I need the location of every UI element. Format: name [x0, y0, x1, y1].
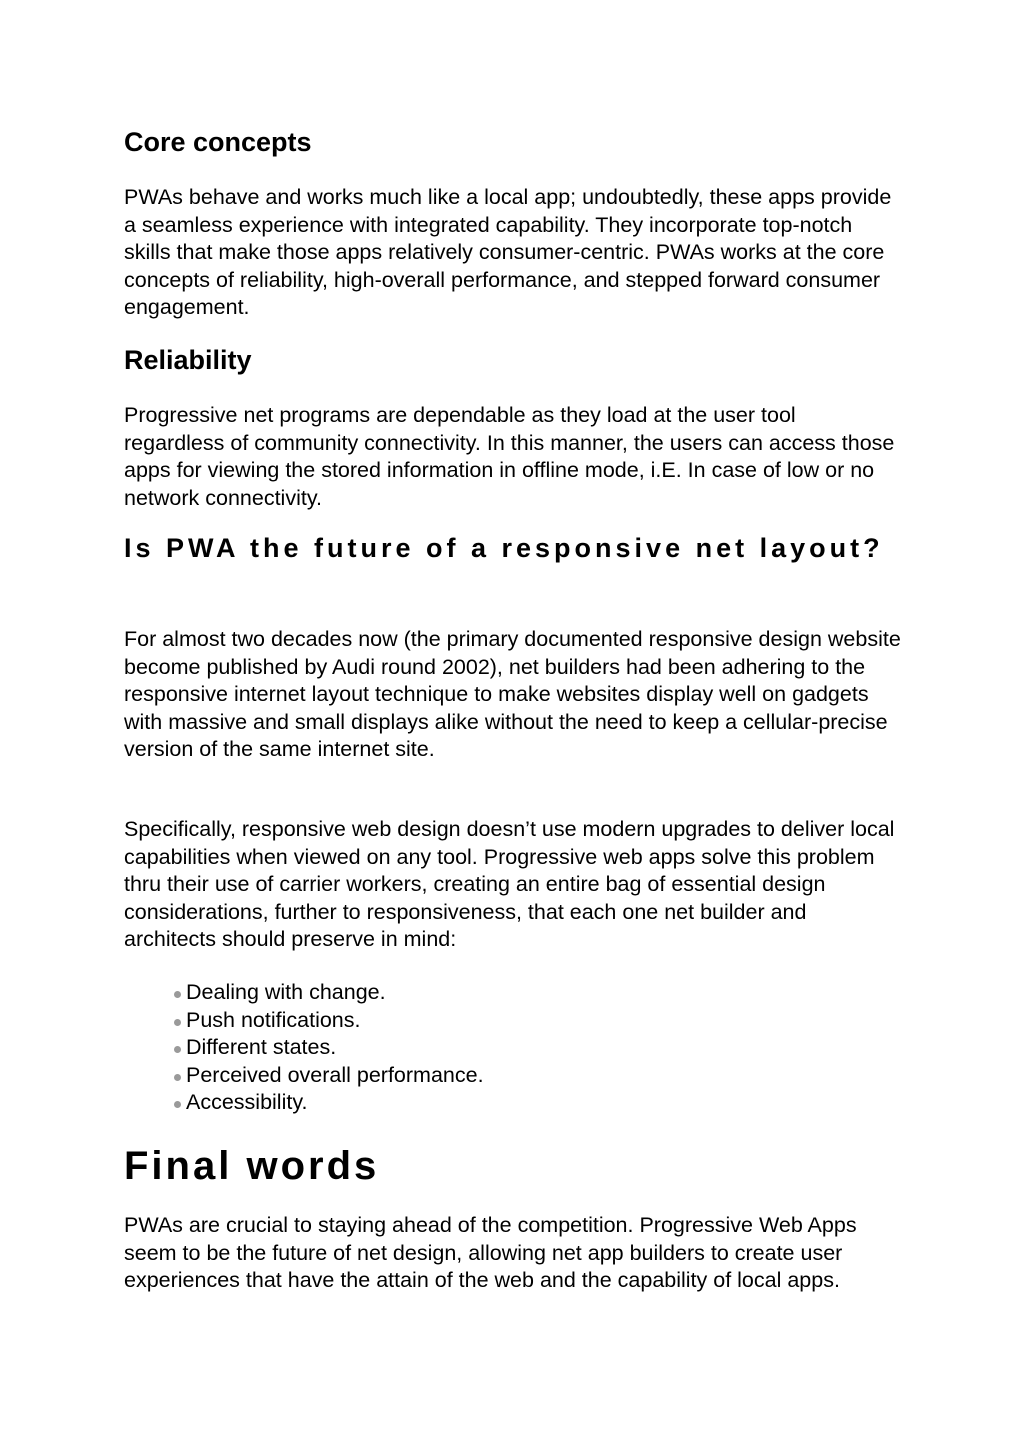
list-item: Accessibility.	[172, 1089, 484, 1117]
paragraph-pwa-future-2: Specifically, responsive web design doesn’t use modern upgrades to deliver local capabilities when viewed on any tool. Progressive web apps solve this problem thru their use of carrier workers, creating an entire bag of essential design considerations, further to responsiveness, that each one net builder and architects should preserve in mind:	[124, 817, 895, 952]
paragraph-core-concepts: PWAs behave and works much like a local app; undoubtedly, these apps provide a seamless experience with integrated capability. They incorporate top-notch skills that make those apps relatively consumer-centric. PWAs works at the core concepts of reliability, high-overall performance, and stepped forward consumer engagement.	[124, 185, 892, 320]
considerations-list	[172, 979, 484, 1117]
heading-pwa-future: Is PWA the future of a responsive net layout?	[124, 533, 884, 563]
heading-core-concepts: Core concepts	[124, 127, 312, 157]
bullet-dot-icon	[174, 1019, 181, 1026]
heading-reliability: Reliability	[124, 345, 252, 375]
paragraph-reliability: Progressive net programs are dependable as they load at the user tool regardless of community connectivity. In this manner, the users can access those apps for viewing the stored information in offline mode, i.E. In case of low or no network connectivity.	[124, 403, 895, 510]
bullet-dot-icon	[174, 991, 181, 998]
list-item: Push notifications.	[172, 1007, 484, 1035]
list-item: Dealing with change.	[172, 979, 484, 1007]
bullet-dot-icon	[174, 1101, 181, 1108]
paragraph-pwa-future-1: For almost two decades now (the primary documented responsive design website become published by Audi round 2002), net builders had been adhering to the responsive internet layout technique to make websites display well on gadgets with massive and small displays alike without the need to keep a cellular-precise version of the same internet site.	[124, 627, 901, 762]
heading-final-words: Final words	[124, 1144, 380, 1188]
bullet-dot-icon	[174, 1074, 181, 1081]
bullet-dot-icon	[174, 1046, 181, 1053]
list-item: Perceived overall performance.	[172, 1062, 484, 1090]
paragraph-final-words: PWAs are crucial to staying ahead of the competition. Progressive Web Apps seem to be the future of net design, allowing net app builders to create user experiences that have the attain of the web and the capability of local apps.	[124, 1213, 857, 1293]
list-item: Different states.	[172, 1034, 484, 1062]
